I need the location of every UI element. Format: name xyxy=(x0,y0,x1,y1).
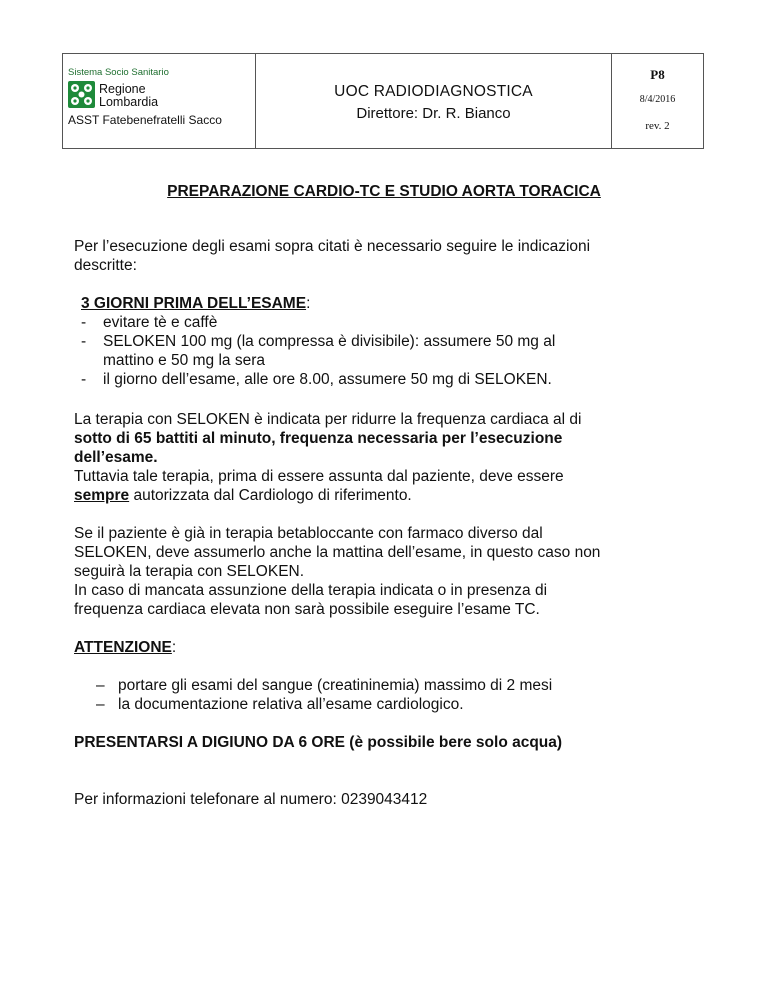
document-date: 8/4/2016 xyxy=(639,94,676,105)
list-marker: – xyxy=(96,677,105,694)
list-item xyxy=(81,313,555,332)
page-title: PREPARAZIONE CARDIO-TC E STUDIO AORTA TORACICA xyxy=(167,183,601,200)
attention-title: ATTENZIONE xyxy=(74,639,172,656)
intro-line-2: descritte: xyxy=(74,257,137,274)
region-line-1: Regione xyxy=(99,82,146,96)
therapy-line-4: Tuttavia tale terapia, prima di essere assunta dal paziente, deve essere xyxy=(74,468,564,485)
beta-line-4: In caso di mancata assunzione della terapia indicata o in presenza di xyxy=(74,582,548,599)
attention-colon: : xyxy=(171,639,177,656)
list-item-text: la documentazione relativa all’esame cardiologico. xyxy=(118,696,464,713)
unit-title: UOC RADIODIAGNOSTICA xyxy=(334,83,533,100)
list-item-text: evitare tè e caffè xyxy=(103,314,218,331)
beta-line-5: frequenza cardiaca elevata non sarà possibile eseguire l’esame TC. xyxy=(74,601,540,618)
logo-cell xyxy=(63,54,256,148)
list-marker: - xyxy=(81,314,87,331)
attention-heading xyxy=(74,638,176,657)
therapy-line-5 xyxy=(74,486,581,505)
attention-list xyxy=(96,676,552,714)
days-before-title: 3 GIORNI PRIMA DELL’ESAME xyxy=(81,295,307,312)
document-header xyxy=(62,53,704,149)
beta-line-3: seguirà la terapia con SELOKEN. xyxy=(74,563,305,580)
list-item-text: portare gli esami del sangue (creatininemia) massimo di 2 mesi xyxy=(118,677,553,694)
list-item-text: il giorno dell’esame, alle ore 8.00, assumere 50 mg di SELOKEN. xyxy=(103,371,552,388)
list-item xyxy=(81,332,555,370)
beta-line-1: Se il paziente è già in terapia betabloccante con farmaco diverso dal xyxy=(74,525,543,542)
days-before-list xyxy=(81,313,555,389)
therapy-line-5-rest: autorizzata dal Cardiologo di riferimento. xyxy=(129,487,412,504)
asst-name: ASST Fatebenefratelli Sacco xyxy=(68,113,222,127)
intro-paragraph xyxy=(74,237,590,275)
list-item xyxy=(96,676,552,695)
fasting-notice: PRESENTARSI A DIGIUNO DA 6 ORE (è possibile bere solo acqua) xyxy=(74,734,563,751)
list-marker: – xyxy=(96,696,105,713)
days-before-colon: : xyxy=(306,295,311,312)
region-name xyxy=(99,83,158,109)
beta-line-2: SELOKEN, deve assumerlo anche la mattina dell’esame, in questo caso non xyxy=(74,544,601,561)
regione-lombardia-logo-icon xyxy=(68,81,95,108)
document-revision: rev. 2 xyxy=(645,120,670,132)
document-code: P8 xyxy=(650,67,665,82)
contact-line: Per informazioni telefonare al numero: 0239043412 xyxy=(74,791,428,808)
unit-cell xyxy=(256,54,612,148)
emphasis-word: sempre xyxy=(74,487,130,504)
system-label: Sistema Socio Sanitario xyxy=(68,67,169,78)
beta-blocker-paragraph xyxy=(74,524,600,619)
list-item xyxy=(81,370,555,389)
doc-info-cell xyxy=(612,54,703,148)
region-line-2: Lombardia xyxy=(99,95,159,109)
list-item-text: SELOKEN 100 mg (la compressa è divisibile): assumere 50 mg al xyxy=(103,333,556,350)
therapy-line-1: La terapia con SELOKEN è indicata per ridurre la frequenza cardiaca al di xyxy=(74,411,582,428)
intro-line-1: Per l’esecuzione degli esami sopra citati è necessario seguire le indicazioni xyxy=(74,238,591,255)
days-before-heading xyxy=(81,294,310,313)
list-marker: - xyxy=(81,371,87,388)
therapy-paragraph xyxy=(74,410,581,505)
director-line: Direttore: Dr. R. Bianco xyxy=(356,105,511,122)
list-item xyxy=(96,695,552,714)
therapy-line-2: sotto di 65 battiti al minuto, frequenza necessaria per l’esecuzione xyxy=(74,430,563,447)
list-item-text-cont: mattino e 50 mg la sera xyxy=(103,352,265,369)
list-marker: - xyxy=(81,333,87,350)
therapy-line-3: dell’esame. xyxy=(74,449,158,466)
